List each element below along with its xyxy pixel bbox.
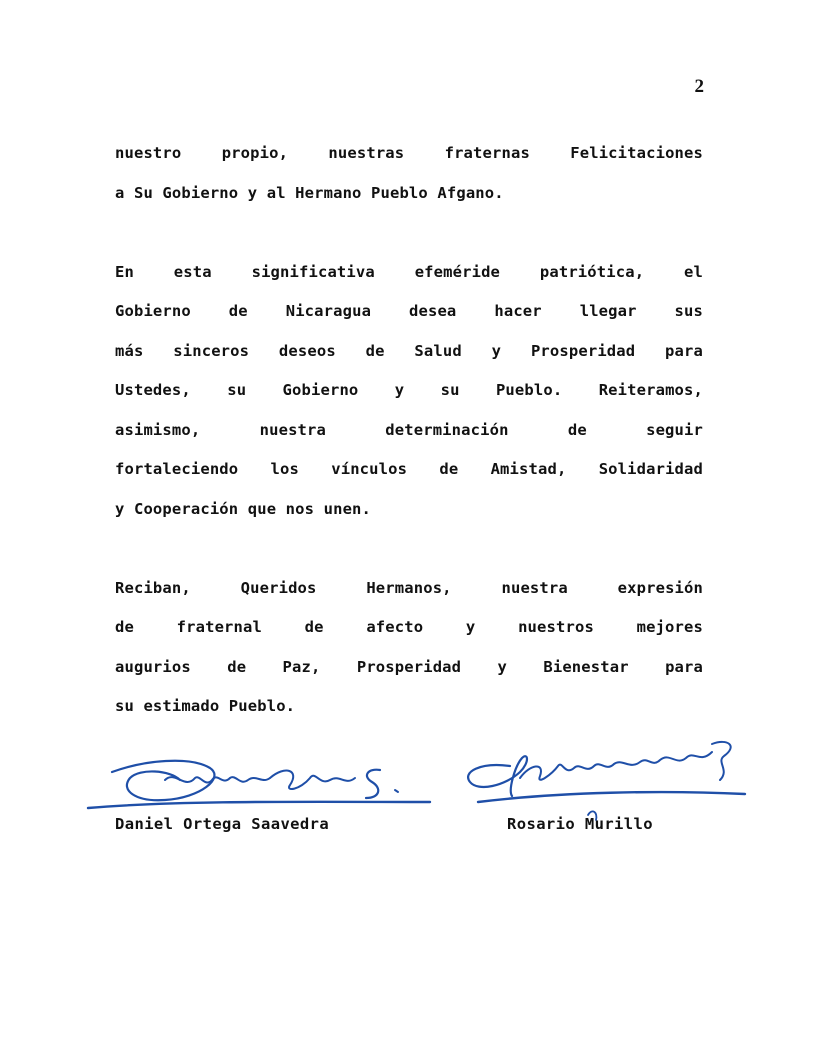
text-line: más sinceros deseos de Salud y Prosperidad para bbox=[115, 341, 703, 360]
letter-body bbox=[115, 134, 703, 766]
paragraph-1 bbox=[115, 134, 703, 213]
signer-name-left: Daniel Ortega Saavedra bbox=[115, 815, 330, 833]
paragraph-2 bbox=[115, 253, 703, 530]
text-line: fortaleciendo los vínculos de Amistad, Solidaridad bbox=[115, 460, 703, 478]
signature-right-handwriting bbox=[468, 742, 745, 820]
text-line: asimismo, nuestra determinación de seguir bbox=[115, 420, 703, 439]
text-line: Reciban, Queridos Hermanos, nuestra expresión bbox=[115, 578, 703, 597]
signature-block bbox=[0, 720, 817, 850]
text-line: y Cooperación que nos unen. bbox=[115, 499, 372, 518]
text-line: a Su Gobierno y al Hermano Pueblo Afgano. bbox=[115, 183, 504, 202]
text-line: En esta significativa efeméride patriótica, el bbox=[115, 262, 703, 281]
paragraph-3 bbox=[115, 569, 703, 727]
text-line: de fraternal de afecto y nuestros mejores bbox=[115, 618, 703, 636]
page-number: 2 bbox=[694, 76, 704, 97]
text-line: Ustedes, su Gobierno y su Pueblo. Reiteramos, bbox=[115, 381, 703, 399]
text-line: su estimado Pueblo. bbox=[115, 697, 296, 715]
signature-left-handwriting bbox=[88, 761, 430, 808]
text-line: Gobierno de Nicaragua desea hacer llegar sus bbox=[115, 302, 703, 320]
text-line: nuestro propio, nuestras fraternas Felicitaciones bbox=[115, 144, 703, 162]
text-line: augurios de Paz, Prosperidad y Bienestar para bbox=[115, 657, 703, 676]
signer-name-right: Rosario Murillo bbox=[507, 815, 653, 833]
